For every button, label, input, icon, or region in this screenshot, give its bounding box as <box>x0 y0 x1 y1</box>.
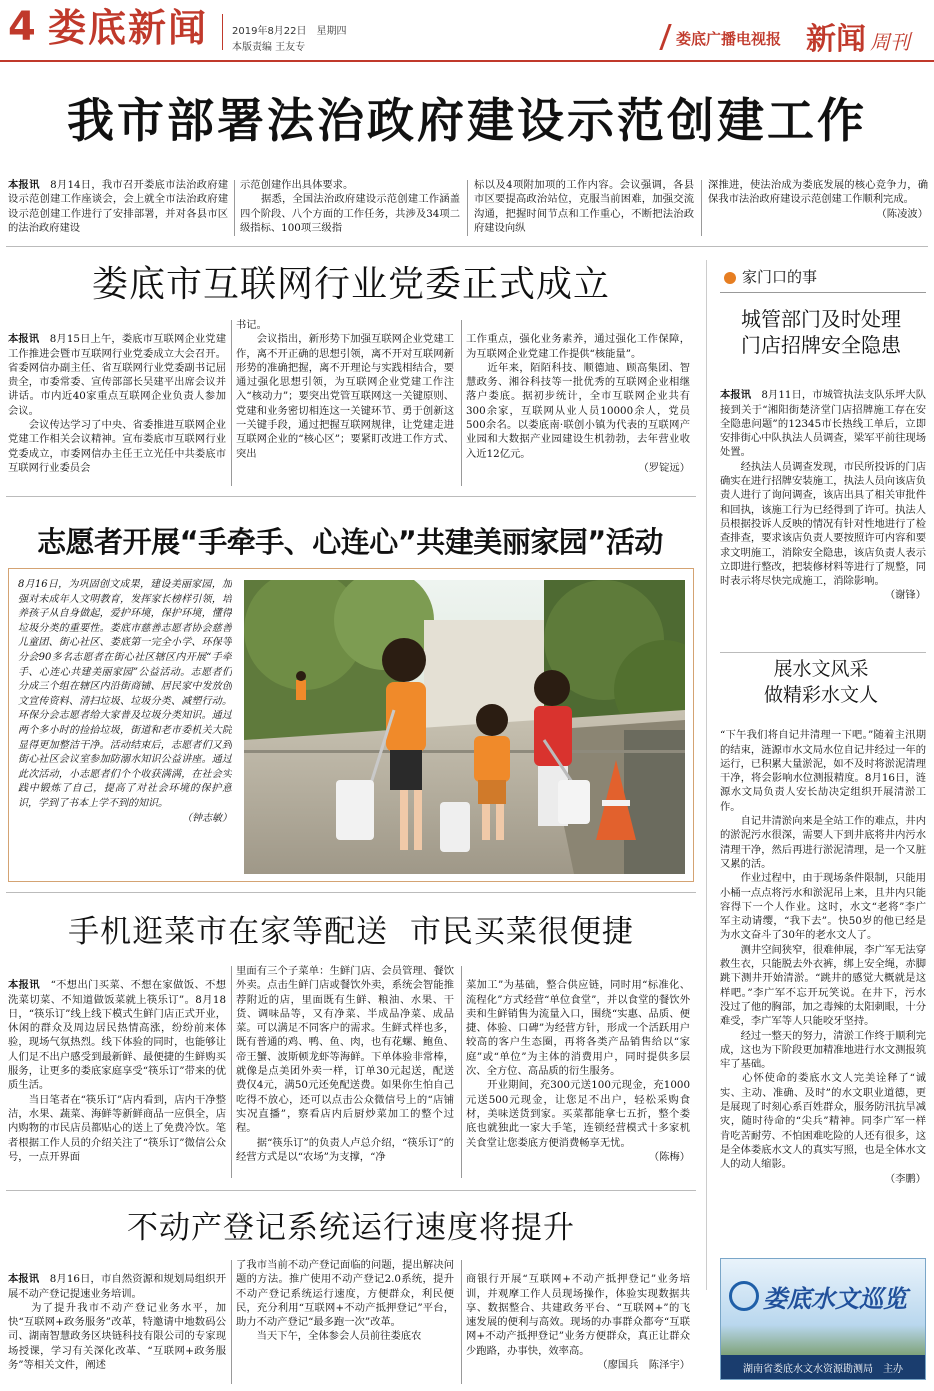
sidebar-section-title: 家门口的事 <box>742 268 818 286</box>
article4-col2: 里面有三个子菜单：生鲜门店、会员管理、餐饮外卖。点击生鲜门店或餐饮外卖，系统会智能推荐附近的店，里面既有生鲜、粮油、水果、干货、调味品等，又有净菜、半成品净菜、成品菜。可以满足不同客户的需求。生鲜式样也多，既有普通的鸡、鸭、鱼、肉，也有花螺、鲍鱼、帝王蟹、波斯顿龙虾等海鲜。下单体验非常棒，就像是点美团外卖一样，订单30元起送，配送费仅4元，满50元还免配送费。如果你生怕自己吃得不放心，还可以点击公众微信号上的“店铺实况直播”，察看店内后厨炒菜加工的整个过程。 据“筷乐订”的负责人卢总介绍，“筷乐订”的经营方式是以“农场”为支撑，“净 <box>236 965 454 1163</box>
article1-tag: 本报讯 <box>8 179 40 191</box>
masthead-rule <box>0 60 934 62</box>
sidebar-story2-byline: （李鹏） <box>884 1172 926 1185</box>
volunteers-photo-image <box>244 580 685 874</box>
article1-byline: （陈凌波） <box>876 207 928 220</box>
article4-col3 <box>466 964 690 1182</box>
sidebar-story2-text: “下午我们将自记井清理一下吧。”随着主汛期的结束，涟源市水文局水位自记井经过一年的运行，已积累大量淤泥，如不及时将淤泥清理干净，将会影响水位测报精度。8月16日，涟源水文局负责人安长劼决定组织开展清淤工作。 自记井清淤向来是全站工作的难点，井内的淤泥污水很深，需要人下到井底将井内污水清理干净，然后再进行淤泥清理，是一个又脏又累的活。 作业过程中，由于现场条件限制，只能用小桶一点点将污水和淤泥吊上来，且井内只能容得下一个人作业。这时，水文“老将”李广军主动请缨，“我下去”。快50岁的他已经是为水文奋斗了30年的老水文人了。 测井空间狭窄，很难伸展，李广军无法穿救生衣，只能脱去外衣裤，绑上安全绳，赤脚跳下测井开始清淤。“跳井的感觉大概就是这样吧。”李广军不忘开玩笑说。在井下，污水没过了他的胸部，加之毒辣的太阳刺眼，十分难受，李广军等人只能咬牙坚持。 经过一整天的努力，清淤工作终于顺利完成，这也为下阶段更加精准地进行水文测报筑牢了基础。 心怀使命的娄底水文人完美诠释了“诚实、主动、准确、及时”的水文职业道德，更是展现了时刻心系百姓群众，服务防汛抗旱减灾，随时待命的“尖兵”精神。同李广军一样肯吃苦耐劳、不怕困难吃险的人还有很多，这是全体娄底水文人的真实写照，也是全体水文人的动人缩影。 <box>720 729 926 1171</box>
article1-text4: 深推进，使法治成为娄底发展的核心竞争力，确保我市法治政府建设示范创建工作顺利完成。 <box>708 179 928 206</box>
station-slash <box>659 24 671 50</box>
sidebar-section-dot <box>724 272 736 284</box>
article1-col1 <box>8 178 228 238</box>
article3-byline: （钟志敏） <box>182 812 232 824</box>
article5-text1: 8月16日，市自然资源和规划局组织开展不动产登记提速业务培训。 为了提升我市不动产登记业务水平，加快“互联网+政务服务”改革，特邀请中地数码公司、湖南智慧政务区块链科技有限公司的专家现场授课，学习有关深化改革、“互联网+政务服务”等相关文件，阐述 <box>8 1273 226 1372</box>
sidebar-story1-headline <box>714 306 928 358</box>
article2-text1: 8月15日上午，娄底市互联网企业党建工作推进会暨市互联网行业党委成立大会召开。省委网信办副主任、省互联网行业党委副书记屈贵全，市委常委、宣传部部长吴建平出席会议并讲话。市内近40家重点互联网企业负责人参加会议。 会议传达学习了中央、省委推进互联网企业党建工作相关会议精神。宣布娄底市互联网行业党委成立，市委网信办主任王立光任中共娄底市互联网行业委员会 <box>8 333 226 474</box>
water-logo-icon <box>729 1281 759 1311</box>
article5-tag: 本报讯 <box>8 1273 40 1286</box>
article3-photo <box>244 580 685 874</box>
article2-headline: 娄底市互联网行业党委正式成立 <box>91 264 610 305</box>
sidebar-story1-text: 8月11日，市城管执法支队乐坪大队接到关于“湘阳街楚济堂门店招牌施工存在安全隐患问题”的12345市长热线工单后，立即安排街心中队执法人员调查，梁军平前往现场处置。 经执法人员调查发现，市民所投诉的门店确实在进行招牌安装施工，执法人员向该店负责人进行了询问调查，该店出具了相关审批件和回执，该施工行为已经得到了许可。执法人员根据投诉人反映的情况有针对性地进行了检查排查，要求该店负责人要按照许可内容和要求文明施工，消除安全隐患，该店负责人表示立即进行整改，把装修材料等进行了规整，同时表示将尽快完成施工，消除影响。 <box>720 389 926 588</box>
article5-col2: 了我市当前不动产登记面临的问题，提出解决问题的方法。推广使用不动产登记2.0系统，提升不动产登记系统运行速度，方便群众，利民便民，充分利用“互联网+不动产抵押登记”平台，助力不动产登记“最多跑一次”改革。 当天下午，全体参会人员前往娄底农 <box>236 1259 454 1343</box>
station-name: 娄底广播电视报 <box>676 30 782 48</box>
article2-byline: （罗锭远） <box>638 461 690 474</box>
article2-col3 <box>466 318 690 490</box>
article5-text3: 商银行开展“互联网+不动产抵押登记”业务培训，并观摩工作人员现场操作，体验实现数据共享、数据整合、共建政务平台、“互联网+”的飞速发展的便利与高效。现场的办事群众都夸“互联网+不动产抵押登记”业务方便群众，真正让群众少跑路，办事快，效率高。 <box>466 1273 690 1357</box>
sidebar-story2-body <box>720 714 926 1248</box>
article1-col2: 示范创建作出具体要求。 据悉，全国法治政府建设示范创建工作涵盖四个阶段、八个方面的工作任务，共涉及34项二级指标、100项三级指 <box>240 179 460 234</box>
article2-col2: 书记。 会议指出，新形势下加强互联网企业党建工作，离不开正确的思想引领，离不开对互联网新形势的准确把握，离不开理论与实践相结合，要通过强化思想引领，为互联网企业党建工作注入“核动力”；要突出党管互联网这一关键原则、党建和业务密切相连这一关键环节、勇于创新这一关键手段，通过把握互联网规律，让党建走进互联网企业的“核心区”；要紧盯改进工作方式、突出 <box>236 319 454 460</box>
sidebar-story2-headline <box>714 656 928 708</box>
section-title: 娄底新闻 <box>48 6 209 50</box>
sidebar-story1-body <box>720 374 926 652</box>
sidebar-banner <box>720 1258 926 1380</box>
article3-headline: 志愿者开展“手牵手、心连心”共建美丽家园”活动 <box>37 525 663 559</box>
sidebar-story2-headline-line1: 展水文风采 <box>773 658 869 680</box>
article3-text: 8月16日，为巩固创文成果，建设美丽家园，加强对未成年人文明教育，发挥家长榜样引领，培养孩子从自身做起，爱护环境，保护环境，懂得垃圾分类的重要性。娄底市慈善志愿者协会慈善儿童团、街心社区、娄底第一完全小学、环保等分会90多名志愿者在街心社区辖区内开展“手牵手、心连心共建美丽家园”公益活动。志愿者们分成三个组在辖区内沿街商铺、居民家中发放创文宣传资料、清扫垃圾、垃圾分类、减塑行动。环保分会志愿者给大家普及垃圾分类知识。通过两个多小时的捡拾垃圾，街道和老市委机关大院显得更加整洁干净。活动结束后，志愿者们又到街心社区会议室参加防溺水知识公益讲座。通过此次活动，小志愿者们个个收获满满，在社会实践中锻炼了自己，提高了对社会环境的保护意识，学到了书本上学不到的知识。 <box>18 579 232 809</box>
article5-col3 <box>466 1258 690 1388</box>
brand-name: 新闻 <box>806 22 866 57</box>
article4-col1 <box>8 964 226 1180</box>
page-number: 4 <box>8 4 36 50</box>
article4-tag: 本报讯 <box>8 979 40 992</box>
sidebar-story1-tag: 本报讯 <box>720 389 752 402</box>
masthead <box>0 0 934 60</box>
article3-body <box>18 578 232 874</box>
article4-byline: （陈梅） <box>648 1150 690 1163</box>
article4-text3: 菜加工”为基础，整合供应链，同时用“标准化、流程化”方式经营“单位食堂”，并以食堂的餐饮外卖和生鲜销售为流量入口，围绕“实惠、品质、便捷、体验、口碑”为经营方针，形成一个活跃用户较高的客户生态圈，再将各类产品销售给以“家庭”或“单位”为主体的消费用户，同时提供多层次、全方位、高品质的衍生服务。 开业期间，充300元送100元现金，充1000元送500元现金，让您足不出户，轻松采购食材，美味送货到家。买菜都能拿七五折，整个娄底也就独此一家大手笔，连锁经营模式十多家机关食堂让您娄底方便消费畅享无忧。 <box>466 979 690 1149</box>
brand-suffix: 周刊 <box>870 30 910 54</box>
page-editor: 本版责编 王友专 <box>232 42 306 53</box>
article2-text3: 工作重点，强化业务素养，通过强化工作保障，为互联网企业党建工作提供“核能量”。 近年来，陌陌科技、顺德迪、顾高集团、智慧政务、湘谷科技等一批优秀的互联网企业相继落户娄底。据初步统计，全市互联网企业共有300余家，互联网从业人员10000余人，党员500余名。以娄底南·联创小镇为代表的互联网产业园和大数据产业园建设生机勃勃，去年营业收入近12亿元。 <box>466 333 690 460</box>
article5-byline: （廖国兵 陈泽宇） <box>597 1359 690 1372</box>
sidebar-story1-headline-line2: 门店招牌安全隐患 <box>741 333 901 357</box>
sidebar-story1-headline-line1: 城管部门及时处理 <box>741 307 901 331</box>
article2-tag: 本报讯 <box>8 333 40 346</box>
article5-col1 <box>8 1258 226 1388</box>
article1-col4 <box>708 178 928 240</box>
issue-date: 2019年8月22日 星期四 <box>232 26 347 37</box>
sidebar-story2-headline-line2: 做精彩水文人 <box>763 684 878 706</box>
article2-col1 <box>8 318 226 488</box>
article4-text1: “不想出门买菜、不想在家做饭、不想洗菜切菜、不知道做饭菜就上筷乐订”。8月18日，“筷乐订”线上线下模式生鲜门店正式开业，休闲的群众及周边居民热情高涨，纷纷前来体验，现场气氛热烈。线下体验的同时，也能够让人们足不出户感受到最新鲜、最便捷的生鲜购买服务，让更多的娄底家庭享受“筷乐订”带来的优质生活。 当日笔者在“筷乐订”店内看到，店内干净整洁，水果、蔬菜、海鲜等新鲜商品一应俱全，店内购物的市民店员都贴心的送上了免费冷饮。笔者根据工作人员的介绍关注了“筷乐订”微信公众号，一点开界面 <box>8 979 226 1163</box>
article5-headline: 不动产登记系统运行速度将提升 <box>127 1210 575 1246</box>
sidebar-banner-title: 娄底水文巡览 <box>763 1284 907 1313</box>
article1-headline: 我市部署法治政府建设示范创建工作 <box>67 94 867 149</box>
sidebar-story1-byline: （谢锋） <box>884 589 926 602</box>
article1-text1: 8月14日，我市召开娄底市法治政府建设示范创建工作座谈会，会上就全市法治政府建设示范创建工作进行了安排部署，并对各县市区的法治政府建设 <box>8 179 228 234</box>
sidebar-banner-sub: 湖南省娄底水文水资源勘测局 主办 <box>743 1364 903 1375</box>
article4-headline: 手机逛菜市在家等配送 市民买菜很便捷 <box>68 914 634 950</box>
article1-col3: 标以及4项附加项的工作内容。会议强调，各县市区要提高政治站位，克服当前困难，加强交流沟通，把握时间节点和工作重心，不断把法治政府建设向纵 <box>474 179 694 234</box>
